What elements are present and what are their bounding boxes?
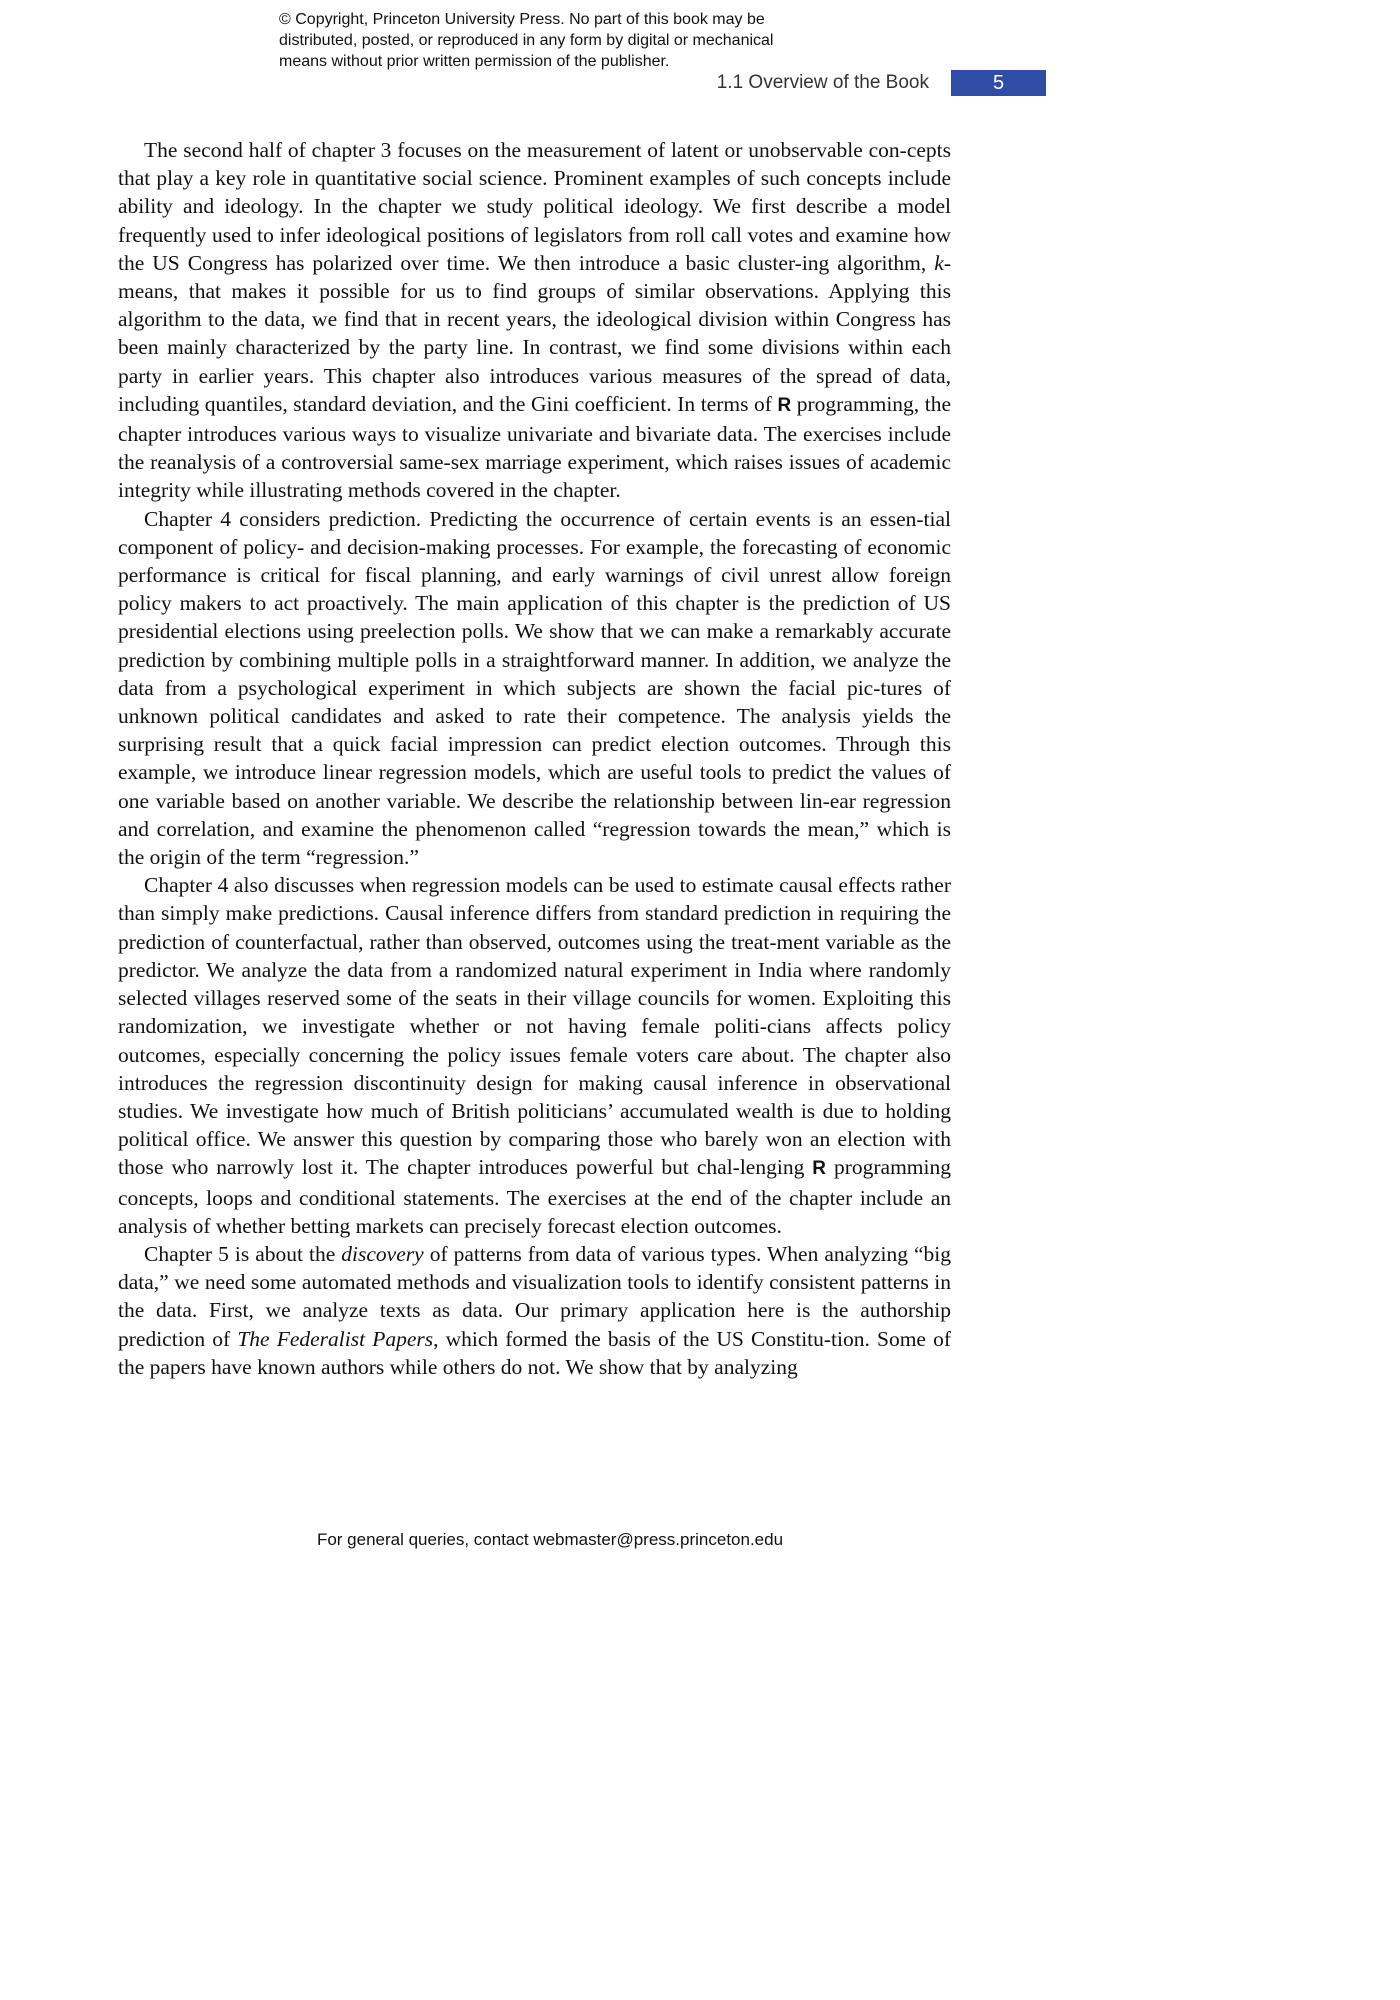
text-run: of patterns from data of various types. When analyzing “big data,” we need some automated methods and visualization tools to identify consistent patterns in the data. First, we analyze texts as data. Our primary application here is the authorship prediction of: [118, 1241, 951, 1351]
copyright-notice: [279, 9, 879, 72]
copyright-line: means without prior written permission of the publisher.: [279, 53, 670, 70]
text-run: Chapter 4 considers prediction. Predicting the occurrence of certain events is an essen-tial component of policy- and decision-making processes. For example, the forecasting of economic performance is critical for fiscal planning, and early warnings of civil unrest allow foreign policy makers to act proactively. The main application of this chapter is the prediction of US presidential elections using preelection polls. We show that we can make a remarkably accurate prediction by combining multiple polls in a straightforward manner. In addition, we analyze the data from a psychological experiment in which subjects are shown the facial pic-tures of unknown political candidates and asked to rate their competence. The analysis yields the surprising result that a quick facial impression can predict election outcomes. Through this example, we introduce linear regression models, which are useful tools to predict the values of one variable based on another variable. We describe the relationship between lin-ear regression and correlation, and examine the phenomenon called “regression towards the mean,” which is the origin of the term “regression.”: [118, 506, 951, 870]
text-run: Chapter 5 is about the: [144, 1241, 342, 1266]
running-head: [0, 70, 1100, 96]
r-language-mark: R: [777, 394, 792, 416]
text-run: programming concepts, loops and conditional statements. The exercises at the end of the chapter include an analysis of whether betting markets can precisely forecast election outcomes.: [118, 1155, 951, 1238]
text-run: programming, the chapter introduces various ways to visualize univariate and bivariate data. The exercises include the reanalysis of a controversial same-sex marriage experiment, which raises issues of academic integrity while illustrating methods covered in the chapter.: [118, 391, 951, 503]
text-run: -means, that makes it possible for us to find groups of similar observations. Applying this algorithm to the data, we find that in recent years, the ideological division within Congress has been mainly characterized by the party line. In contrast, we find some divisions within each party in earlier years. This chapter also introduces various measures of the spread of data, including quantiles, standard deviation, and the Gini coefficient. In terms of: [118, 250, 951, 416]
copyright-line: distributed, posted, or reproduced in any form by digital or mechanical: [279, 32, 774, 49]
text-run: Chapter 4 also discusses when regression models can be used to estimate causal effects rather than simply make predictions. Causal inference differs from standard prediction in requiring the prediction of counterfactual, rather than observed, outcomes using the treat-ment variable as the predictor. We analyze the data from a randomized natural experiment in India where randomly selected villages reserved some of the seats in their village councils for women. Exploiting this randomization, we investigate whether or not having female politi-cians affects policy outcomes, especially concerning the policy issues female voters care about. The chapter also introduces the regression discontinuity design for making causal inference in observational studies. We investigate how much of British politicians’ accumulated wealth is due to holding political office. We answer this question by comparing those who barely won an election with those who narrowly lost it. The chapter introduces powerful but chal-lenging: [118, 873, 951, 1180]
running-title: 1.1 Overview of the Book: [716, 72, 929, 93]
body-paragraph: [118, 871, 951, 1240]
text-run: The second half of chapter 3 focuses on the measurement of latent or unobservable con-cepts that play a key role in quantitative social science. Prominent examples of such concepts include ability and ideology. In the chapter we study political ideology. We first describe a model frequently used to infer ideological positions of legislators from roll call votes and examine how the US Congress has polarized over time. We then introduce a basic cluster-ing algorithm,: [118, 138, 951, 275]
italic-text: k: [934, 250, 944, 275]
copyright-line: © Copyright, Princeton University Press. No part of this book may be: [279, 11, 765, 28]
r-language-mark: R: [812, 1158, 826, 1180]
page-number: 5: [951, 70, 1046, 96]
body-paragraph: [118, 1240, 951, 1381]
body-paragraph: [118, 136, 951, 505]
text-run: , which formed the basis of the US Constitu-tion. Some of the papers have known authors while others do not. We show that by analyzing: [118, 1326, 951, 1379]
body-text: [118, 136, 951, 1381]
body-paragraph: [118, 505, 951, 872]
footer-contact: For general queries, contact webmaster@press.princeton.edu: [316, 1530, 784, 1549]
italic-text: discovery: [341, 1241, 424, 1266]
italic-text: The Federalist Papers: [237, 1326, 434, 1351]
